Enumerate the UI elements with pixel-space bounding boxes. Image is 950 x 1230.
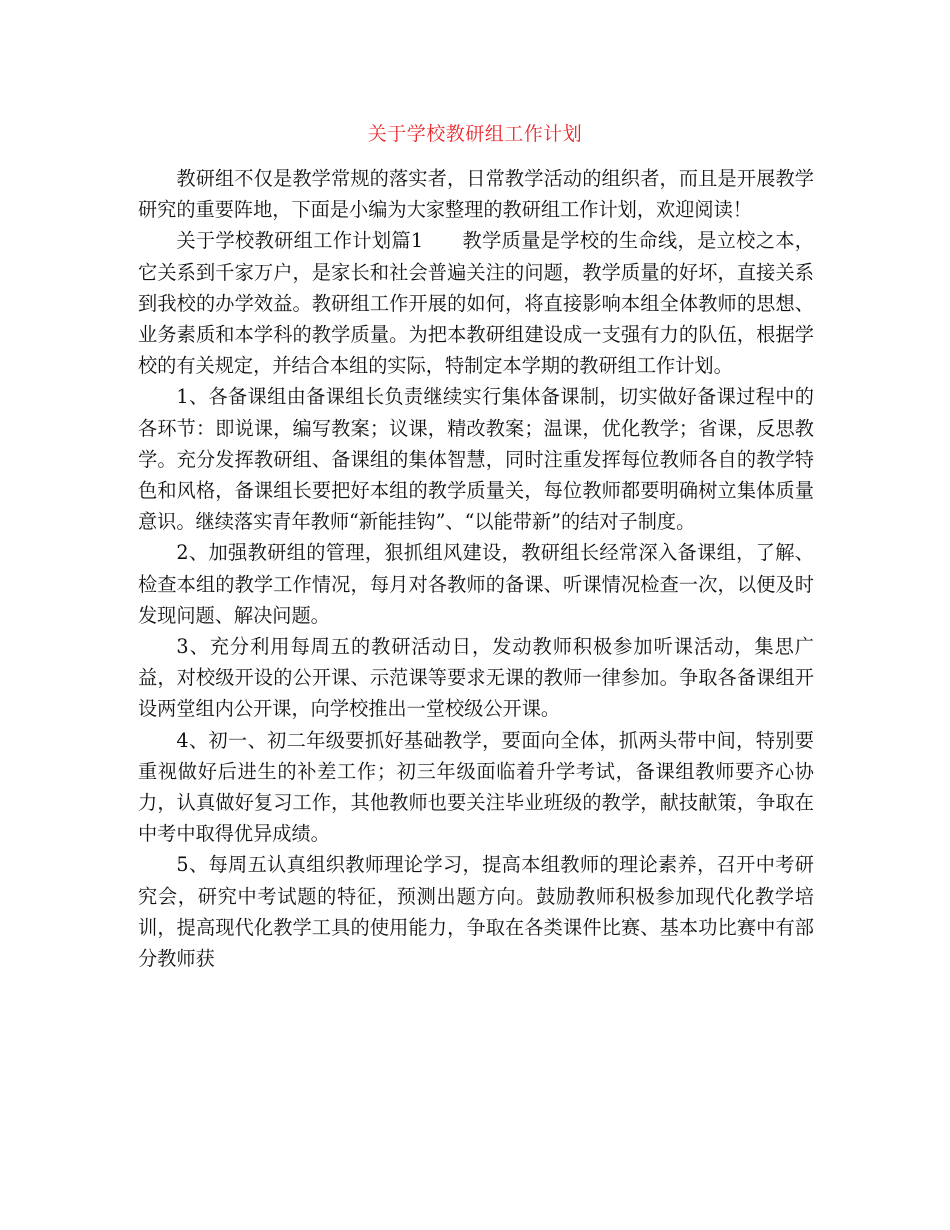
section-1-paragraph: 关于学校教研组工作计划篇1 教学质量是学校的生命线，是立校之本，它关系到千家万户，是家长和社会普遍关注的问题，教学质量的好坏，直接关系到我校的办学效益。教研组工作开展的如何，将直接影响本组全体教师的思想、业务素质和本学科的教学质量。为把本教研组建设成一支强有力的队伍，根据学校的有关规定，并结合本组的实际，特制定本学期的教研组工作计划。 — [138, 229, 814, 378]
item-4-paragraph: 4、初一、初二年级要抓好基础教学，要面向全体，抓两头带中间，特别要重视做好后进生的补差工作；初三年级面临着升学考试，备课组教师要齐心协力，认真做好复习工作，其他教师也要关注毕业班级的教学，献技献策，争取在中考中取得优异成绩。 — [138, 728, 814, 846]
document-body — [138, 163, 814, 974]
item-5-paragraph: 5、每周五认真组织教师理论学习，提高本组教师的理论素养，召开中考研究会，研究中考试题的特征，预测出题方向。鼓励教师积极参加现代化教学培训，提高现代化教学工具的使用能力，争取在各类课件比赛、基本功比赛中有部分教师获 — [138, 853, 814, 971]
document-title: 关于学校教研组工作计划 — [367, 123, 583, 145]
item-2-paragraph: 2、加强教研组的管理，狠抓组风建设，教研组长经常深入备课组，了解、检查本组的教学工作情况，每月对各教师的备课、听课情况检查一次，以便及时发现问题、解决问题。 — [138, 541, 814, 627]
intro-paragraph: 教研组不仅是教学常规的落实者，日常教学活动的组织者，而且是开展教学研究的重要阵地，下面是小编为大家整理的教研组工作计划，欢迎阅读！ — [138, 167, 814, 222]
item-1-paragraph: 1、各备课组由备课组长负责继续实行集体备课制，切实做好备课过程中的各环节：即说课，编写教案；议课，精改教案；温课，优化教学；省课，反思教学。充分发挥教研组、备课组的集体智慧，同时注重发挥每位教师各自的教学特色和风格，备课组长要把好本组的教学质量关，每位教师都要明确树立集体质量意识。继续落实青年教师“新能挂钩”、“以能带新”的结对子制度。 — [138, 385, 814, 534]
item-3-paragraph: 3、充分利用每周五的教研活动日，发动教师积极参加听课活动，集思广益，对校级开设的公开课、示范课等要求无课的教师一律参加。争取各备课组开设两堂组内公开课，向学校推出一堂校级公开课。 — [138, 635, 814, 721]
